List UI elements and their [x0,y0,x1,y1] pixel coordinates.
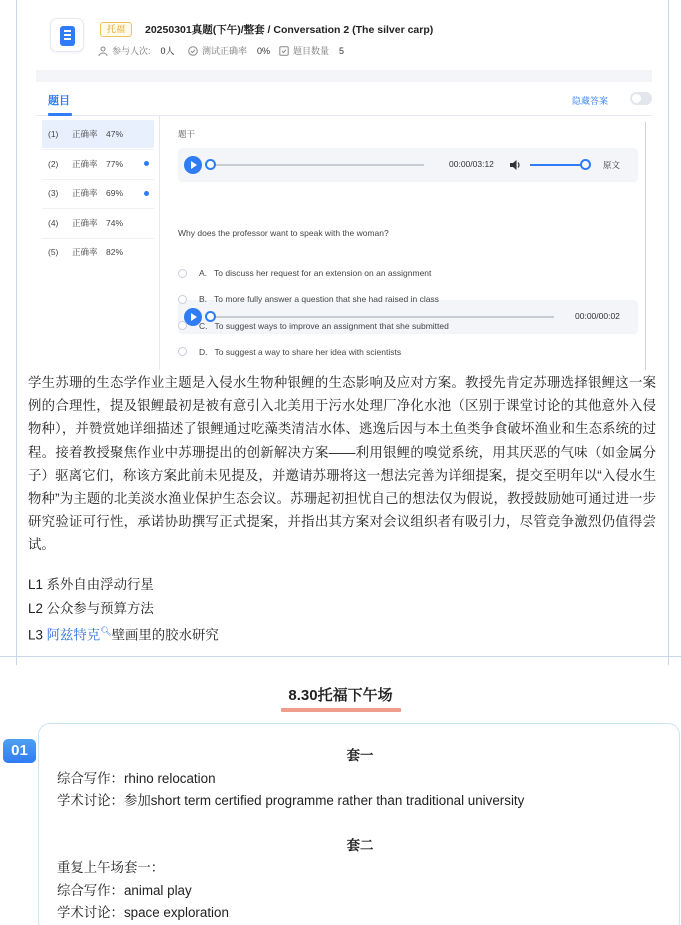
accuracy-percent: 74% [106,217,124,228]
set-1-line-2: 学术讨论：参加short term certified programme rather than traditional university [57,793,525,808]
frame-left-line [16,0,17,665]
frame-right-line [668,0,669,665]
exam-tag: 托福 [100,22,132,37]
question-count-label: 题目数量 [293,46,330,56]
stem-label: 题干 [178,129,196,139]
option-text: To suggest a way to share her idea with scientists [214,346,402,357]
accuracy-value: 0% [257,45,271,56]
accuracy-label: 测试正确率 [202,46,248,56]
set-2-line-2: 综合写作：animal play [57,883,192,898]
set-2-line-3: 学术讨论：space exploration [57,905,229,920]
content-scrollbar[interactable] [645,122,646,370]
lecture-2: L2 公众参与预算方法 [28,600,154,616]
play-icon[interactable] [184,156,202,174]
radio-icon[interactable] [178,321,187,330]
tab-bar [36,82,652,116]
question-number: (2) [48,158,59,169]
volume-knob[interactable] [580,159,591,170]
lecture-3-prefix: L3 [28,627,47,643]
question-audio-time: 00:00/00:02 [575,311,620,321]
accuracy-percent: 47% [106,129,124,139]
accuracy-percent: 82% [106,247,124,257]
participants-meta [98,44,175,57]
quiz-panel [36,82,652,370]
lecture-list [28,573,219,647]
section-title-underline [281,708,401,712]
radio-icon[interactable] [178,269,187,278]
accuracy-label: 正确率 [72,188,98,198]
question-number: (1) [48,129,59,139]
main-audio-track[interactable] [208,164,424,166]
accuracy-label: 正确率 [72,247,98,257]
check-circle-icon [188,46,198,56]
question-item[interactable] [42,150,154,178]
question-item[interactable] [42,238,154,266]
hide-answer-label: 隐藏答案 [571,96,608,106]
card-number-badge: 01 [3,739,36,763]
answer-option[interactable] [178,268,431,278]
aztec-link[interactable]: 阿兹特克 [46,627,101,643]
quiz-header [36,0,652,70]
question-count-value: 5 [339,45,345,56]
option-text: To more fully answer a question that she had raised in class [214,294,439,305]
transcript-button[interactable]: 原文 [603,160,621,170]
question-count-meta [279,44,344,57]
question-item[interactable] [42,179,154,207]
question-content [178,116,638,370]
option-letter: C. [199,320,208,331]
summary-paragraph: 学生苏珊的生态学作业主题是入侵水生物种银鲤的生态影响及应对方案。教授先肯定苏珊选择银鲤这一案例的合理性，提及银鲤最初是被有意引入北美用于污水处理厂净化水池（区别于课堂讨论的其他意外入侵物种），并赞赏她详细描述了银鲤通过吃藻类清洁水体、逃逸后因与本土鱼类争食破坏渔业和生态系统的过程。接着教授聚焦作业中苏珊提出的创新解决方案——利用银鲤的嗅觉系统，用其厌恶的气味（如金属分子）驱离它们，称该方案此前未见提及，并邀请苏珊将这一想法完善为详细提案，提交至明年以“入侵水生物种”为主题的北美淡水渔业保护生态会议。苏珊起初担忧自己的想法仅为假说，教授鼓励她可通过进一步研究验证可行性，承诺协助撰写正式提案，并指出其方案对会议组织者有吸引力，尽管竞争激烈仍值得尝试。 [28,375,656,553]
volume-icon[interactable] [508,158,522,172]
lecture-3 [28,620,219,647]
lecture-1: L1 系外自由浮动行星 [28,577,154,592]
set-1-line-1: 综合写作：rhino relocation [57,771,216,786]
question-number: (4) [48,217,59,228]
accuracy-label: 正确率 [72,129,98,139]
unread-dot-icon [144,191,149,196]
main-audio-knob[interactable] [205,159,216,170]
accuracy-percent: 69% [106,188,124,198]
answer-option[interactable] [178,321,449,331]
participants-value: 0人 [160,46,175,56]
accuracy-meta [188,44,270,57]
question-number: (5) [48,247,59,257]
unread-dot-icon [144,161,149,166]
exam-card [38,723,680,925]
main-audio-player [178,148,638,182]
accuracy-percent: 77% [106,158,124,169]
question-audio-track[interactable] [208,316,554,318]
option-text: To suggest ways to improve an assignment that she submitted [214,320,449,331]
radio-icon[interactable] [178,295,187,304]
option-letter: D. [199,346,208,357]
checkbox-icon [279,46,289,56]
question-item[interactable] [42,209,154,237]
question-item[interactable] [42,120,154,148]
user-icon [98,46,108,56]
option-text: To discuss her request for an extension on an assignment [214,268,432,278]
set-1-title: 套一 [346,748,374,763]
radio-icon[interactable] [178,347,187,356]
quiz-screenshot [36,0,652,370]
volume-track[interactable] [530,164,586,166]
section-title: 8.30托福下午场 [288,687,393,704]
option-letter: B. [199,294,208,305]
hide-answer-toggle[interactable] [630,92,652,105]
accuracy-label: 正确率 [72,217,98,228]
answer-option[interactable] [178,347,401,357]
answer-option[interactable] [178,294,439,304]
set-2-line-1: 重复上午场套一： [57,860,165,875]
question-list [36,116,160,370]
frame-bottom-line [0,656,681,657]
question-number: (3) [48,188,59,198]
lecture-3-suffix: 壁画里的胶水研究 [111,627,219,643]
tab-questions[interactable]: 题目 [48,95,70,107]
option-letter: A. [199,268,208,278]
accuracy-label: 正确率 [72,158,98,169]
search-icon[interactable]: 🔍︎ [100,626,112,636]
set-2-title: 套二 [346,838,374,853]
quiz-title: 20250301真题(下午)/整套 / Conversation 2 (The silver carp) [145,24,434,36]
question-text: Why does the professor want to speak with the woman? [178,228,389,238]
participants-label: 参与人次: [112,46,151,56]
main-audio-time: 00:00/03:12 [449,159,494,169]
app-icon [50,18,84,52]
